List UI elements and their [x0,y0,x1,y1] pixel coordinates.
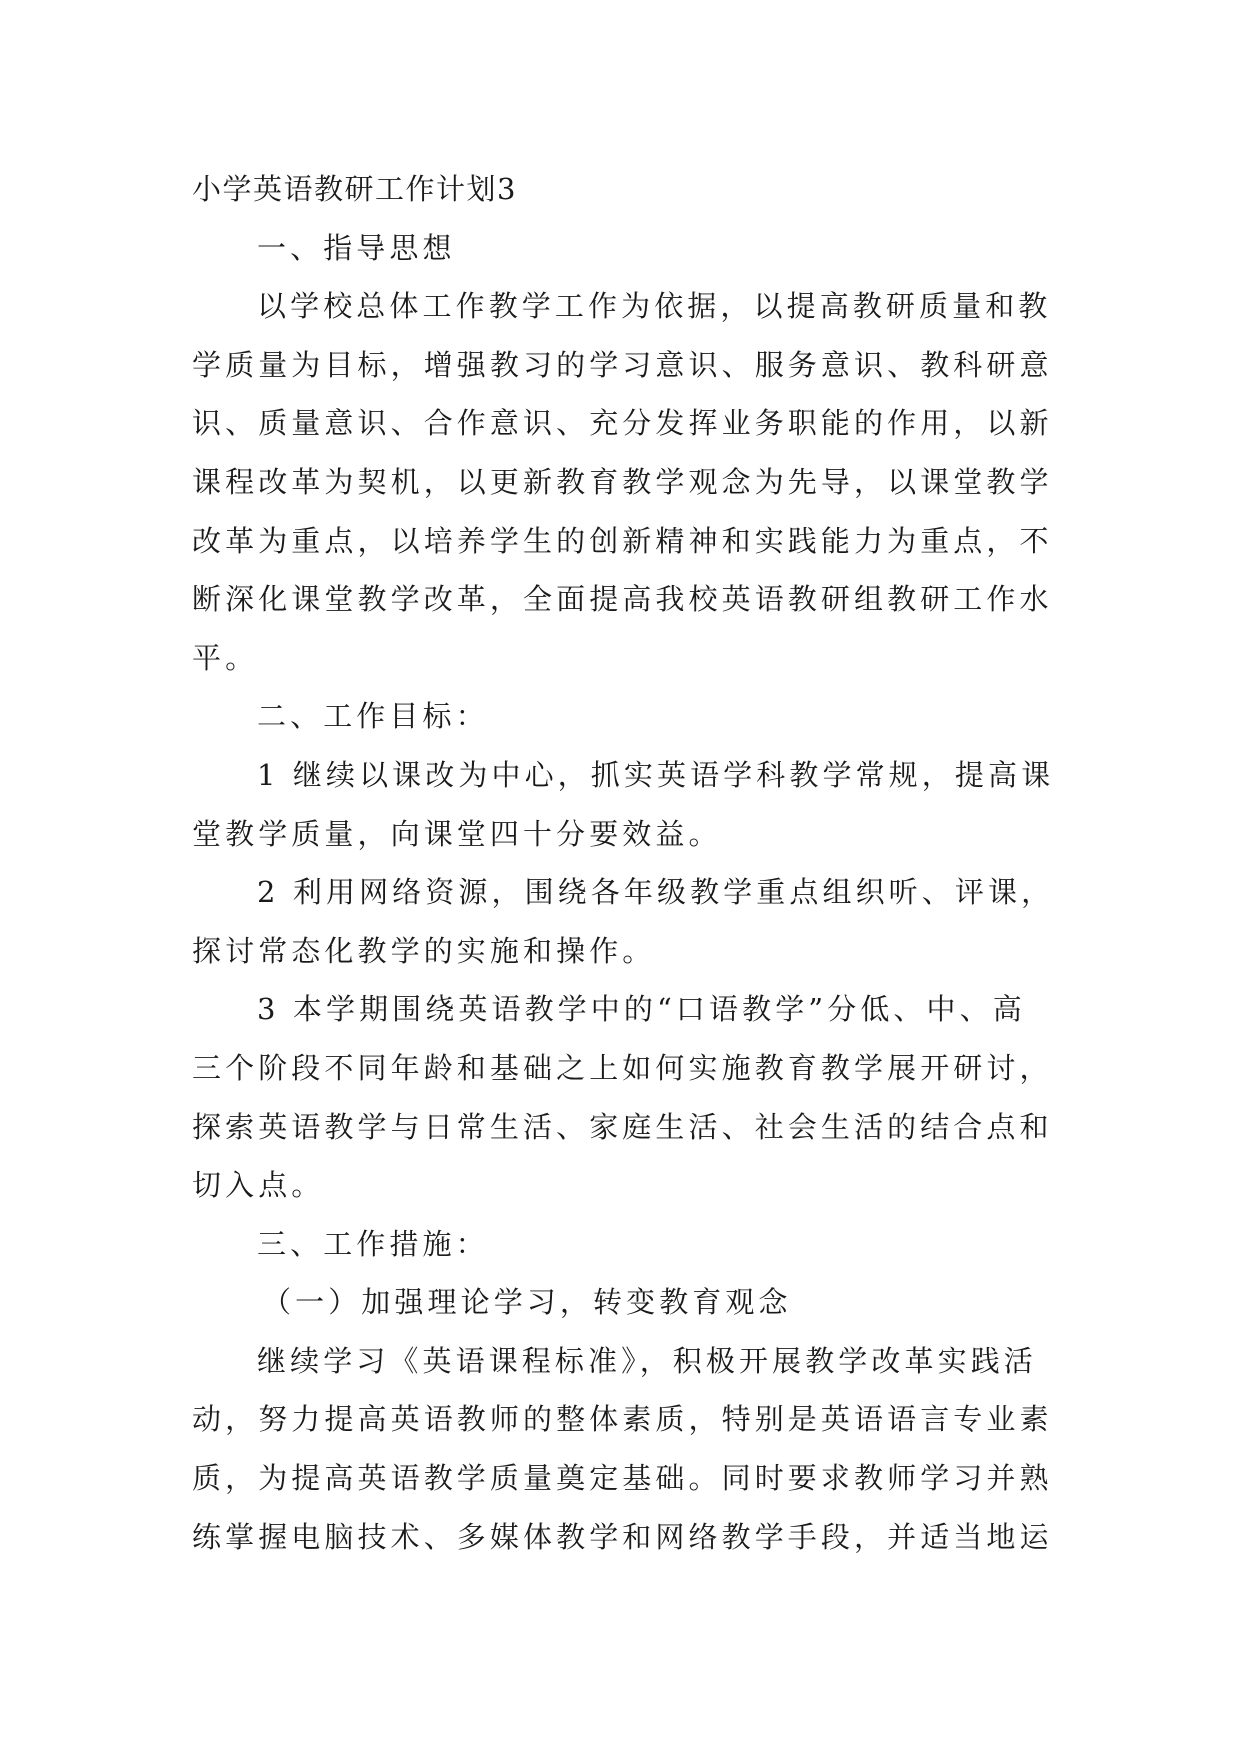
paragraph-guiding-ideology [192,277,1054,687]
paragraph-line: 断深化课堂教学改革，全面提高我校英语教研组教研工作水 [192,582,1053,617]
paragraph-line: 三个阶段不同年龄和基础之上如何实施教育教学展开研讨， [192,1050,1053,1085]
paragraph-line: 探讨常态化教学的实施和操作。 [192,933,656,968]
paragraph-line: 堂教学质量，向课堂四十分要效益。 [192,816,722,851]
paragraph-line: 1 继续以课改为中心，抓实英语学科教学常规，提高课 [257,757,1055,792]
paragraph-line: 以学校总体工作教学工作为依据，以提高教研质量和教 [257,289,1052,324]
paragraph-line: 质，为提高英语教学质量奠定基础。同时要求教师学习并熟 [192,1461,1053,1496]
paragraph-line: 继续学习《英语课程标准》，积极开展教学改革实践活 [257,1343,1037,1378]
paragraph-line: 平。 [192,640,259,675]
goal-item-3 [192,980,1054,1214]
document-body [192,160,1054,1566]
paragraph-line: 切入点。 [192,1168,325,1203]
paragraph-line: 动，努力提高英语教师的整体素质，特别是英语语言专业素 [192,1402,1053,1437]
paragraph-line: 课程改革为契机，以更新教育教学观念为先导，以课堂教学 [192,464,1053,499]
section-heading-work-goals: 二、工作目标： [257,699,489,734]
document-title: 小学英语教研工作计划3 [192,172,517,206]
paragraph-theory-study [192,1332,1054,1566]
section-heading-guiding-ideology: 一、指导思想 [257,230,456,265]
paragraph-line: 改革为重点，以培养学生的创新精神和实践能力为重点，不 [192,523,1053,558]
paragraph-line: 学质量为目标，增强教习的学习意识、服务意识、教科研意 [192,347,1053,382]
paragraph-line: 3 本学期围绕英语教学中的“口语教学”分低、中、高 [257,992,1026,1027]
goal-item-2 [192,863,1054,980]
paragraph-line: 探索英语教学与日常生活、家庭生活、社会生活的结合点和 [192,1109,1053,1144]
paragraph-line: 识、质量意识、合作意识、充分发挥业务职能的作用，以新 [192,406,1053,441]
paragraph-line: 2 利用网络资源，围绕各年级教学重点组织听、评课， [257,875,1055,910]
section-heading-work-measures: 三、工作措施： [257,1226,489,1261]
subsection-heading-theory-study: （一）加强理论学习，转变教育观念 [262,1285,792,1320]
paragraph-line: 练掌握电脑技术、多媒体教学和网络教学手段，并适当地运 [192,1519,1053,1554]
goal-item-1 [192,746,1054,863]
